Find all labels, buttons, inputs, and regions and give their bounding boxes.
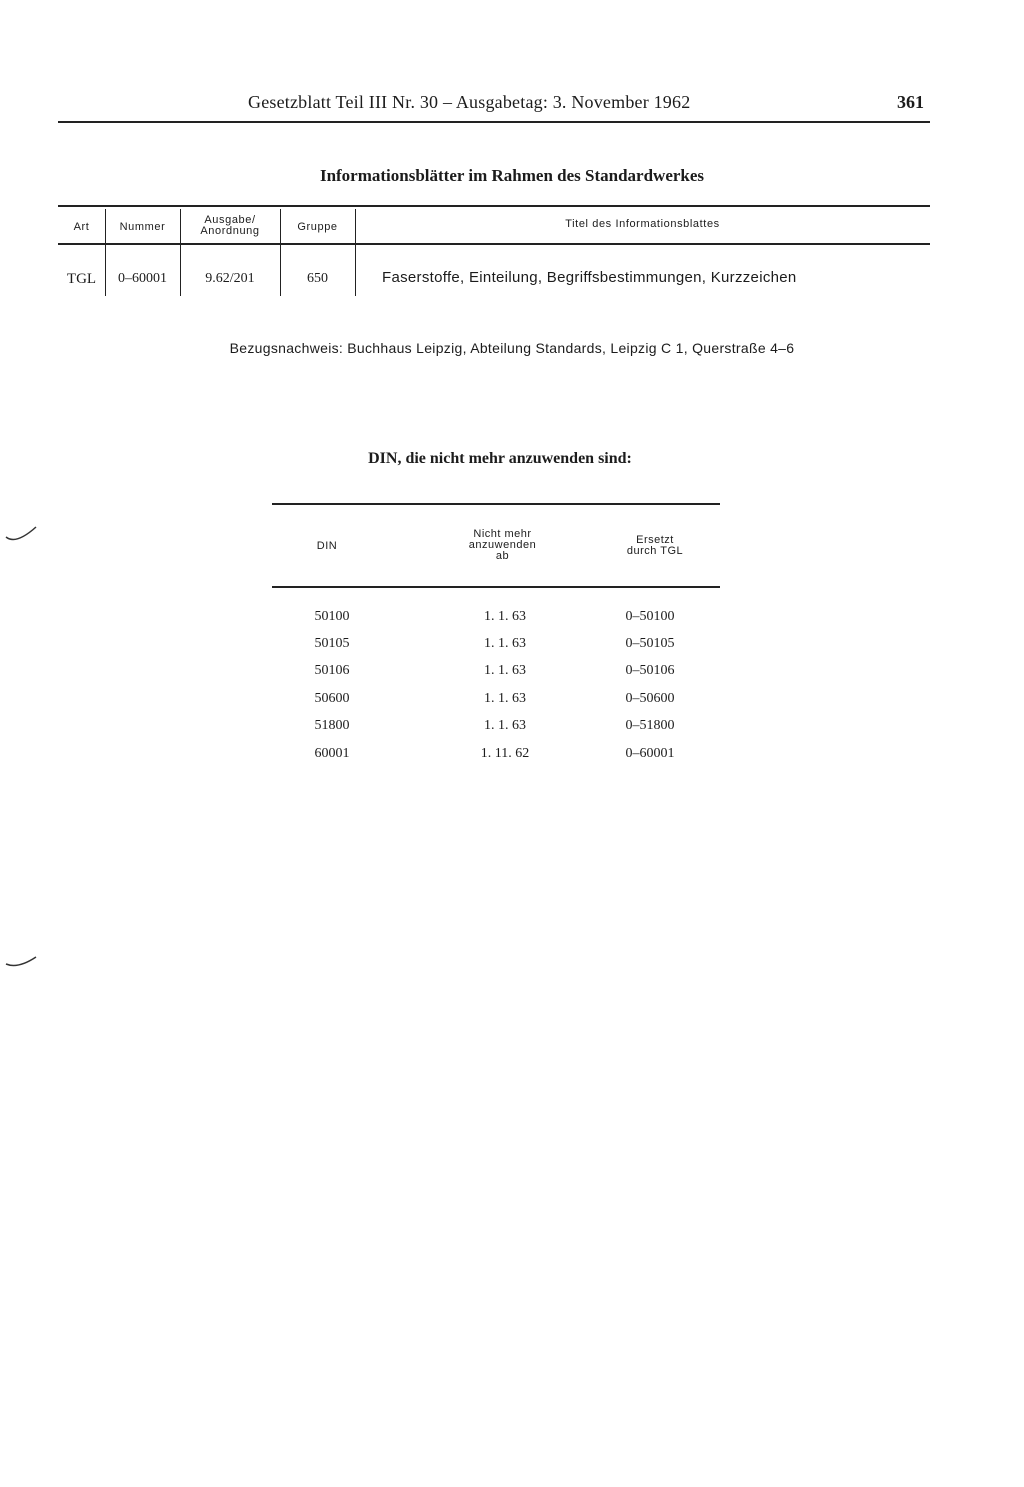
bezugsnachweis: Bezugsnachweis: Buchhaus Leipzig, Abteilung Standards, Leipzig C 1, Querstraße 4–6 <box>229 340 795 356</box>
table2-cell-tgl: 0–50100 <box>625 609 675 624</box>
table2-cell-tgl: 0–50600 <box>625 691 675 706</box>
table1-cell-titel: Faserstoffe, Einteilung, Begriffsbestimmungen, Kurzzeichen <box>382 269 797 286</box>
table2-header-din: DIN <box>316 540 338 552</box>
table2-header-nicht <box>450 529 555 562</box>
table2-header-ersetzt-line1: Ersetzt <box>636 534 674 546</box>
table2-cell-ab: 1. 1. 63 <box>484 609 526 624</box>
table2-cell-din: 50100 <box>314 609 350 624</box>
margin-tick-mark <box>4 955 38 973</box>
table1-cell-gruppe: 650 <box>307 271 328 286</box>
table1-header-art: Art <box>73 221 90 233</box>
table1-header-ausgabe-line1: Ausgabe/ <box>204 214 256 226</box>
table2-cell-din: 50106 <box>314 663 350 678</box>
table1-cell-nummer: 0–60001 <box>118 271 167 286</box>
table2-cell-ab: 1. 1. 63 <box>484 691 526 706</box>
header-rule <box>58 121 930 123</box>
table2-cell-tgl: 0–50106 <box>625 663 675 678</box>
table2-cell-tgl: 0–51800 <box>625 718 675 733</box>
table1-header-ausgabe <box>180 215 280 237</box>
table2-top-rule <box>272 503 720 505</box>
margin-tick-mark <box>4 525 38 547</box>
table2-cell-ab: 1. 11. 62 <box>480 746 530 761</box>
table2-title: DIN, die nicht mehr anzuwenden sind: <box>368 450 632 467</box>
table2-header-nicht-line1: Nicht mehr <box>473 528 532 540</box>
table2-header-ersetzt-line2: durch TGL <box>626 545 684 557</box>
table2-header-rule <box>272 586 720 588</box>
table1-header-ausgabe-line2: Anordnung <box>200 225 260 237</box>
table1-header-rule <box>58 243 930 245</box>
page-number: 361 <box>897 92 924 112</box>
table2-header-nicht-line3: ab <box>495 550 510 562</box>
page-header-title: Gesetzblatt Teil III Nr. 30 – Ausgabetag: 3. November 1962 <box>248 92 691 112</box>
table1-header-nummer: Nummer <box>119 221 166 233</box>
table2-header-nicht-line2: anzuwenden <box>468 539 537 551</box>
table1-cell-ausgabe: 9.62/201 <box>205 271 255 286</box>
table1-header-titel: Titel des Informationsblattes <box>565 218 720 230</box>
table2-cell-tgl: 0–60001 <box>625 746 675 761</box>
table2-cell-ab: 1. 1. 63 <box>484 663 526 678</box>
table1-top-rule <box>58 205 930 207</box>
table2-cell-ab: 1. 1. 63 <box>484 636 526 651</box>
table2-cell-din: 50600 <box>314 691 350 706</box>
table2-cell-din: 60001 <box>314 746 350 761</box>
table2-cell-din: 51800 <box>314 718 350 733</box>
table1-header-gruppe: Gruppe <box>297 221 338 233</box>
table2-header-ersetzt <box>600 535 710 557</box>
table2-cell-ab: 1. 1. 63 <box>484 718 526 733</box>
table2-cell-din: 50105 <box>314 636 350 651</box>
table2-cell-tgl: 0–50105 <box>625 636 675 651</box>
table1-cell-art: TGL <box>66 271 97 287</box>
table1-title: Informationsblätter im Rahmen des Standardwerkes <box>319 166 705 185</box>
